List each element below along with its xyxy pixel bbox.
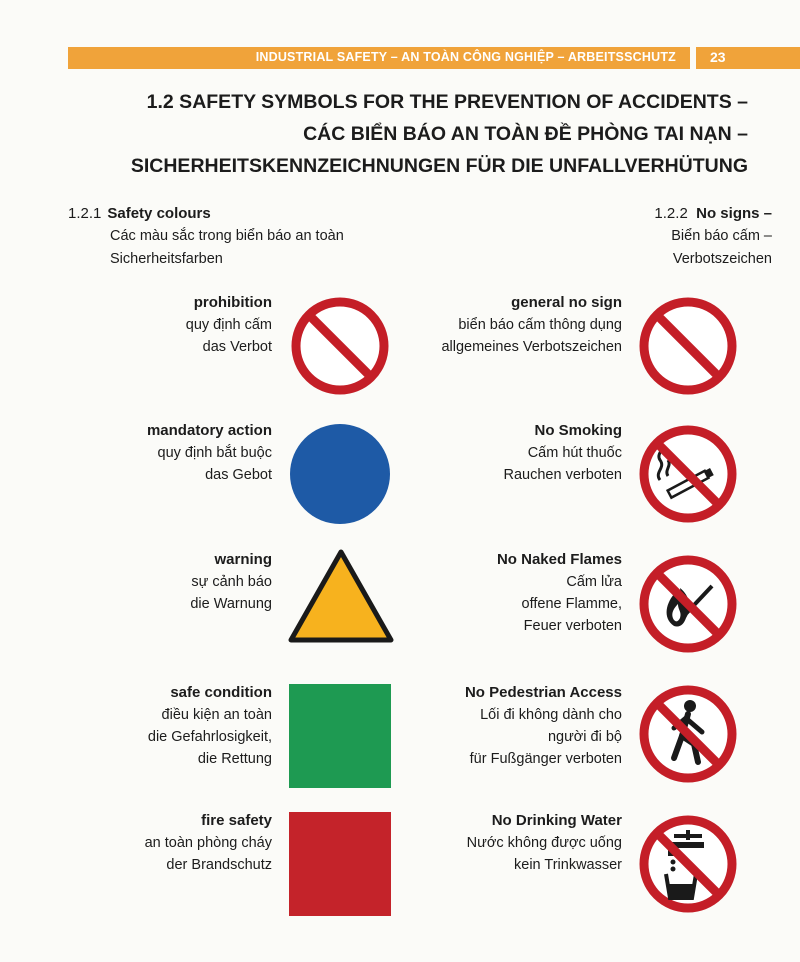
- section-no-signs: [654, 202, 772, 271]
- warning-triangle-icon: [287, 548, 395, 644]
- label-de: das Verbot: [202, 339, 272, 355]
- colour-label-mandatory: [147, 420, 272, 486]
- label-vi-2: người đi bộ: [547, 729, 622, 745]
- no-drinking-water-icon: [636, 812, 740, 916]
- label-de: für Fußgänger verboten: [469, 751, 622, 767]
- label-en: prohibition: [193, 294, 272, 311]
- no-sign-label-general: [441, 292, 622, 358]
- label-de: allgemeines Verbotszeichen: [441, 339, 622, 355]
- label-en: fire safety: [201, 812, 272, 829]
- no-smoking-icon: [636, 422, 740, 526]
- label-en: No Smoking: [534, 422, 622, 439]
- label-de: kein Trinkwasser: [514, 857, 622, 873]
- section-title-vi: Biển báo cấm –: [671, 228, 772, 244]
- colour-label-warning: [190, 549, 272, 615]
- page-number: 23: [710, 49, 726, 65]
- page-title: [131, 86, 748, 182]
- mandatory-disc-icon: [288, 422, 392, 526]
- section-title-de: Sicherheitsfarben: [110, 251, 223, 267]
- label-de: Rauchen verboten: [503, 467, 622, 483]
- no-sign-label-drinking-water: [467, 810, 622, 876]
- label-de: das Gebot: [205, 467, 272, 483]
- label-vi: điều kiện an toàn: [161, 707, 272, 723]
- label-vi: Lối đi không dành cho: [480, 707, 622, 723]
- running-title: INDUSTRIAL SAFETY – AN TOÀN CÔNG NGHIỆP – ARBEITSSCHUTZ: [255, 50, 676, 64]
- label-vi: sự cảnh báo: [191, 574, 272, 590]
- label-de-2: Feuer verboten: [523, 618, 622, 634]
- label-vi: biển báo cấm thông dụng: [458, 317, 622, 333]
- section-number: 1.2.2: [654, 205, 688, 222]
- label-de: der Brandschutz: [166, 857, 272, 873]
- label-vi: Cấm hút thuốc: [527, 445, 622, 461]
- label-en: safe condition: [170, 684, 272, 701]
- label-en: warning: [214, 551, 272, 568]
- fire-safety-square: [289, 812, 391, 916]
- label-vi: an toàn phòng cháy: [144, 835, 272, 851]
- safe-condition-square: [289, 684, 391, 788]
- label-en: No Pedestrian Access: [464, 684, 622, 701]
- label-vi: quy định bắt buộc: [157, 445, 272, 461]
- label-de: die Warnung: [190, 596, 272, 612]
- prohibition-symbol-icon: [288, 294, 392, 398]
- colour-label-fire-safety: [145, 810, 272, 876]
- label-de-2: die Rettung: [197, 751, 272, 767]
- no-sign-label-smoking: [504, 420, 623, 486]
- label-en: general no sign: [511, 294, 622, 311]
- label-en: mandatory action: [146, 422, 272, 439]
- section-number: 1.2.1: [68, 205, 102, 222]
- label-en: No Naked Flames: [496, 551, 622, 568]
- label-de: die Gefahrlosigkeit,: [147, 729, 272, 745]
- colour-label-prohibition: [186, 292, 272, 358]
- label-vi: Nước không được uống: [466, 835, 622, 851]
- section-title: No signs –: [696, 205, 772, 222]
- section-safety-colours: [68, 202, 344, 271]
- title-line-vi: CÁC BIỂN BÁO AN TOÀN ĐỀ PHÒNG TAI NẠN –: [303, 123, 748, 145]
- no-sign-icon: [636, 294, 740, 398]
- label-en: No Drinking Water: [491, 812, 622, 829]
- no-flames-icon: [636, 552, 740, 656]
- no-sign-label-flames: [497, 549, 622, 637]
- page-number-box: [696, 47, 800, 69]
- title-line-en: 1.2 SAFETY SYMBOLS FOR THE PREVENTION OF ACCIDENTS –: [146, 91, 748, 113]
- colour-label-safe-condition: [148, 682, 272, 770]
- section-title: Safety colours: [107, 205, 211, 222]
- running-header: [68, 47, 690, 69]
- title-line-de: SICHERHEITSKENNZEICHNUNGEN FÜR DIE UNFALLVERHÜTUNG: [130, 155, 748, 177]
- no-pedestrian-icon: [636, 682, 740, 786]
- label-de: offene Flamme,: [521, 596, 622, 612]
- section-title-de: Verbotszeichen: [672, 251, 772, 267]
- section-title-vi: Các màu sắc trong biển báo an toàn: [110, 228, 344, 244]
- label-vi: quy định cấm: [185, 317, 272, 333]
- no-sign-label-pedestrian: [465, 682, 622, 770]
- label-vi: Cấm lửa: [566, 574, 622, 590]
